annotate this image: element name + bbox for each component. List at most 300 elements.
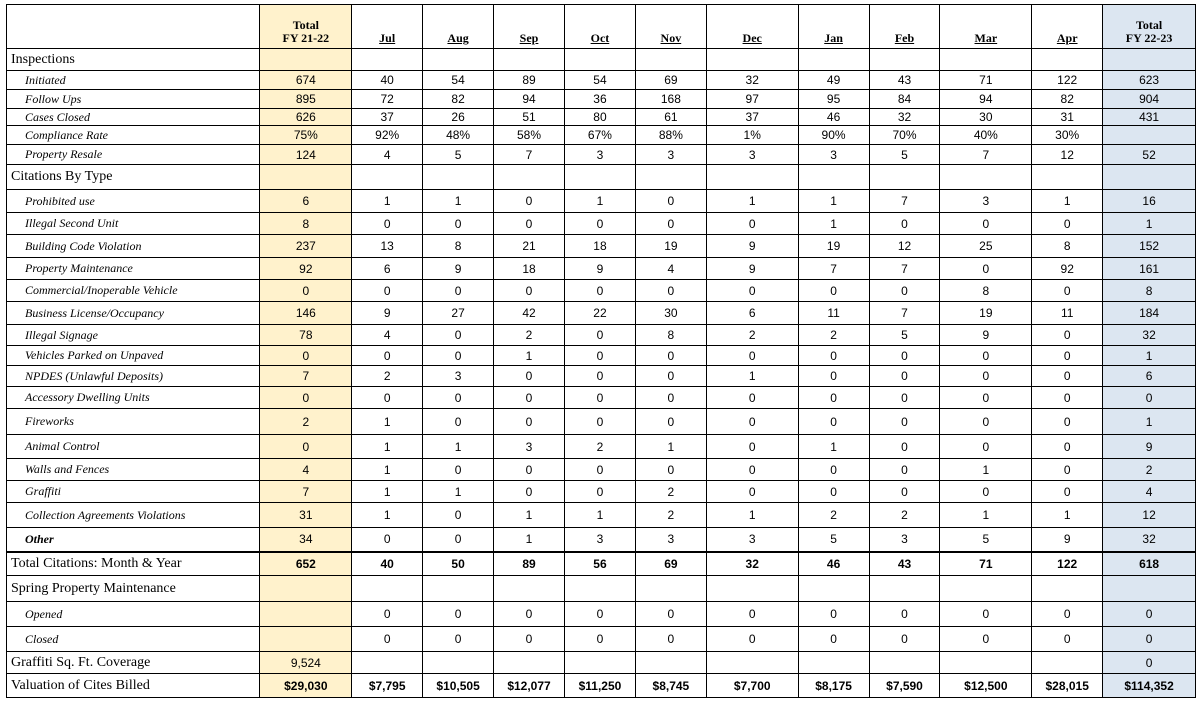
- month-value-cell: [494, 652, 565, 674]
- month-value-cell: 0: [635, 459, 706, 481]
- table-row: [7, 258, 1196, 280]
- month-value-cell: 26: [423, 109, 494, 126]
- month-value-cell: 7: [869, 258, 940, 280]
- month-value-cell: 54: [564, 71, 635, 90]
- month-value-cell: 88%: [635, 126, 706, 145]
- table-row: [7, 576, 1196, 602]
- month-value-cell: 48%: [423, 126, 494, 145]
- total-prev-cell: 7: [260, 366, 352, 387]
- total-curr-cell: 8: [1103, 280, 1196, 302]
- month-value-cell: 0: [798, 481, 869, 503]
- row-label: Closed: [7, 627, 260, 652]
- month-value-cell: 0: [869, 481, 940, 503]
- month-value-cell: 3: [706, 528, 798, 552]
- month-value-cell: [1032, 576, 1103, 602]
- month-value-cell: 1: [494, 346, 565, 366]
- month-value-cell: 0: [423, 346, 494, 366]
- month-value-cell: 0: [635, 387, 706, 409]
- month-value-cell: 1: [494, 528, 565, 552]
- month-value-cell: 58%: [494, 126, 565, 145]
- total-prev-cell: [260, 627, 352, 652]
- row-label: Citations By Type: [7, 165, 260, 190]
- month-value-cell: 1: [423, 435, 494, 459]
- row-label: Property Maintenance: [7, 258, 260, 280]
- month-value-cell: 69: [635, 552, 706, 576]
- month-value-cell: 0: [940, 481, 1032, 503]
- total-curr-cell: 184: [1103, 302, 1196, 325]
- month-value-cell: [798, 165, 869, 190]
- month-value-cell: 0: [798, 280, 869, 302]
- month-value-cell: 18: [564, 235, 635, 258]
- month-value-cell: 54: [423, 71, 494, 90]
- month-value-cell: $7,795: [352, 674, 423, 698]
- month-value-cell: 19: [635, 235, 706, 258]
- month-value-cell: 2: [494, 325, 565, 346]
- month-value-cell: 0: [1032, 325, 1103, 346]
- month-value-cell: [352, 576, 423, 602]
- month-value-cell: 3: [635, 145, 706, 165]
- month-value-cell: [798, 49, 869, 71]
- total-prev-cell: 0: [260, 346, 352, 366]
- month-value-cell: [706, 576, 798, 602]
- month-value-cell: 3: [564, 528, 635, 552]
- total-curr-cell: 618: [1103, 552, 1196, 576]
- total-curr-cell: [1103, 165, 1196, 190]
- month-value-cell: 6: [706, 302, 798, 325]
- month-value-cell: [494, 576, 565, 602]
- month-value-cell: [635, 576, 706, 602]
- total-curr-cell: 6: [1103, 366, 1196, 387]
- month-value-cell: 9: [1032, 528, 1103, 552]
- month-value-cell: 0: [494, 213, 565, 235]
- month-value-cell: 0: [940, 387, 1032, 409]
- row-label: Fireworks: [7, 409, 260, 435]
- row-label: Prohibited use: [7, 190, 260, 213]
- row-label: Opened: [7, 602, 260, 627]
- total-curr-cell: 431: [1103, 109, 1196, 126]
- table-row: [7, 387, 1196, 409]
- month-value-cell: $12,500: [940, 674, 1032, 698]
- month-value-cell: 95: [798, 90, 869, 109]
- month-value-cell: 92%: [352, 126, 423, 145]
- header-total-curr: [1103, 5, 1196, 49]
- header-month: Sep: [494, 5, 565, 49]
- total-curr-cell: [1103, 576, 1196, 602]
- month-value-cell: 0: [706, 435, 798, 459]
- month-value-cell: 0: [1032, 481, 1103, 503]
- month-value-cell: 0: [706, 459, 798, 481]
- month-value-cell: [564, 652, 635, 674]
- month-value-cell: 1: [706, 503, 798, 528]
- month-value-cell: [494, 49, 565, 71]
- month-value-cell: 0: [940, 346, 1032, 366]
- total-prev-cell: 237: [260, 235, 352, 258]
- month-value-cell: 1: [352, 190, 423, 213]
- total-prev-cell: [260, 576, 352, 602]
- header-month: Mar: [940, 5, 1032, 49]
- month-value-cell: 1: [798, 213, 869, 235]
- month-value-cell: 21: [494, 235, 565, 258]
- month-value-cell: 0: [706, 213, 798, 235]
- table-row: [7, 602, 1196, 627]
- month-value-cell: 82: [423, 90, 494, 109]
- month-value-cell: 43: [869, 552, 940, 576]
- month-value-cell: 5: [940, 528, 1032, 552]
- month-value-cell: [423, 652, 494, 674]
- month-value-cell: 7: [869, 190, 940, 213]
- month-value-cell: 2: [798, 503, 869, 528]
- month-value-cell: 0: [564, 387, 635, 409]
- month-value-cell: 1: [352, 503, 423, 528]
- month-value-cell: 3: [564, 145, 635, 165]
- month-value-cell: 12: [869, 235, 940, 258]
- month-value-cell: 5: [798, 528, 869, 552]
- month-value-cell: 0: [564, 213, 635, 235]
- month-value-cell: 94: [494, 90, 565, 109]
- table-row: [7, 552, 1196, 576]
- header-label-cell: [7, 5, 260, 49]
- total-curr-cell: 1: [1103, 213, 1196, 235]
- month-value-cell: 122: [1032, 552, 1103, 576]
- total-curr-cell: 32: [1103, 325, 1196, 346]
- month-value-cell: 46: [798, 109, 869, 126]
- month-value-cell: 0: [1032, 280, 1103, 302]
- row-label: Business License/Occupancy: [7, 302, 260, 325]
- month-value-cell: 0: [869, 280, 940, 302]
- table-row: [7, 145, 1196, 165]
- table-row: [7, 409, 1196, 435]
- row-label: Vehicles Parked on Unpaved: [7, 346, 260, 366]
- month-value-cell: [869, 165, 940, 190]
- month-value-cell: 0: [494, 459, 565, 481]
- month-value-cell: 0: [494, 409, 565, 435]
- month-value-cell: 30: [635, 302, 706, 325]
- month-value-cell: [423, 49, 494, 71]
- total-curr-cell: [1103, 126, 1196, 145]
- month-value-cell: 1: [940, 503, 1032, 528]
- month-value-cell: 25: [940, 235, 1032, 258]
- header-month: Jul: [352, 5, 423, 49]
- total-prev-cell: 895: [260, 90, 352, 109]
- month-value-cell: [940, 576, 1032, 602]
- month-value-cell: [869, 652, 940, 674]
- month-value-cell: 7: [940, 145, 1032, 165]
- month-value-cell: 37: [352, 109, 423, 126]
- month-value-cell: 0: [940, 602, 1032, 627]
- table-row: [7, 71, 1196, 90]
- header-total-prev: [260, 5, 352, 49]
- month-value-cell: 0: [869, 435, 940, 459]
- header-total-prev-line1: Total: [292, 18, 319, 32]
- total-prev-cell: [260, 602, 352, 627]
- month-value-cell: [352, 652, 423, 674]
- month-value-cell: 56: [564, 552, 635, 576]
- month-value-cell: [940, 652, 1032, 674]
- month-value-cell: 0: [706, 481, 798, 503]
- month-value-cell: 0: [1032, 213, 1103, 235]
- month-value-cell: [1032, 49, 1103, 71]
- row-label: Cases Closed: [7, 109, 260, 126]
- month-value-cell: 89: [494, 552, 565, 576]
- month-value-cell: 11: [1032, 302, 1103, 325]
- month-value-cell: 1: [798, 435, 869, 459]
- table-row: [7, 302, 1196, 325]
- month-value-cell: 40: [352, 71, 423, 90]
- month-value-cell: 51: [494, 109, 565, 126]
- month-value-cell: 8: [423, 235, 494, 258]
- table-row: [7, 235, 1196, 258]
- month-value-cell: 0: [798, 387, 869, 409]
- month-value-cell: $7,590: [869, 674, 940, 698]
- month-value-cell: [869, 576, 940, 602]
- total-curr-cell: 0: [1103, 652, 1196, 674]
- month-value-cell: 0: [494, 627, 565, 652]
- month-value-cell: $28,015: [1032, 674, 1103, 698]
- month-value-cell: [494, 165, 565, 190]
- table-row: [7, 652, 1196, 674]
- month-value-cell: 71: [940, 552, 1032, 576]
- month-value-cell: 0: [352, 627, 423, 652]
- month-value-cell: 49: [798, 71, 869, 90]
- month-value-cell: 0: [798, 627, 869, 652]
- month-value-cell: 3: [798, 145, 869, 165]
- table-row: [7, 165, 1196, 190]
- month-value-cell: 80: [564, 109, 635, 126]
- month-value-cell: 0: [494, 481, 565, 503]
- row-label: Initiated: [7, 71, 260, 90]
- month-value-cell: 1: [352, 481, 423, 503]
- total-prev-cell: [260, 49, 352, 71]
- row-label: Spring Property Maintenance: [7, 576, 260, 602]
- total-curr-cell: 152: [1103, 235, 1196, 258]
- month-value-cell: [635, 49, 706, 71]
- month-value-cell: 0: [635, 213, 706, 235]
- month-value-cell: 18: [494, 258, 565, 280]
- month-value-cell: 1: [798, 190, 869, 213]
- month-value-cell: 0: [869, 213, 940, 235]
- month-value-cell: 0: [940, 213, 1032, 235]
- month-value-cell: 0: [706, 409, 798, 435]
- month-value-cell: 3: [494, 435, 565, 459]
- row-label: Illegal Signage: [7, 325, 260, 346]
- total-prev-cell: 0: [260, 387, 352, 409]
- month-value-cell: 0: [564, 409, 635, 435]
- month-value-cell: [352, 49, 423, 71]
- month-value-cell: 0: [423, 602, 494, 627]
- row-label: Compliance Rate: [7, 126, 260, 145]
- header-month: Jan: [798, 5, 869, 49]
- month-value-cell: 9: [706, 258, 798, 280]
- table-row: [7, 627, 1196, 652]
- month-value-cell: 0: [423, 409, 494, 435]
- month-value-cell: [706, 652, 798, 674]
- row-label: Animal Control: [7, 435, 260, 459]
- table-row: [7, 481, 1196, 503]
- month-value-cell: 0: [1032, 602, 1103, 627]
- month-value-cell: 0: [798, 346, 869, 366]
- total-curr-cell: 0: [1103, 602, 1196, 627]
- month-value-cell: 0: [352, 346, 423, 366]
- month-value-cell: 1%: [706, 126, 798, 145]
- month-value-cell: 19: [940, 302, 1032, 325]
- month-value-cell: 122: [1032, 71, 1103, 90]
- table-row: [7, 325, 1196, 346]
- month-value-cell: 0: [494, 602, 565, 627]
- month-value-cell: 2: [869, 503, 940, 528]
- month-value-cell: 8: [940, 280, 1032, 302]
- month-value-cell: 0: [423, 528, 494, 552]
- month-value-cell: $11,250: [564, 674, 635, 698]
- total-prev-cell: 124: [260, 145, 352, 165]
- month-value-cell: 1: [706, 190, 798, 213]
- total-prev-cell: 674: [260, 71, 352, 90]
- month-value-cell: 5: [869, 145, 940, 165]
- total-prev-cell: $29,030: [260, 674, 352, 698]
- month-value-cell: $7,700: [706, 674, 798, 698]
- month-value-cell: 7: [798, 258, 869, 280]
- month-value-cell: 4: [635, 258, 706, 280]
- month-value-cell: 31: [1032, 109, 1103, 126]
- header-month: Feb: [869, 5, 940, 49]
- month-value-cell: [798, 576, 869, 602]
- row-label: Valuation of Cites Billed: [7, 674, 260, 698]
- table-row: [7, 280, 1196, 302]
- month-value-cell: 0: [635, 602, 706, 627]
- month-value-cell: 4: [352, 145, 423, 165]
- header-month: Apr: [1032, 5, 1103, 49]
- month-value-cell: 0: [352, 213, 423, 235]
- month-value-cell: 6: [352, 258, 423, 280]
- month-value-cell: 0: [352, 387, 423, 409]
- month-value-cell: 30: [940, 109, 1032, 126]
- row-label: Graffiti Sq. Ft. Coverage: [7, 652, 260, 674]
- month-value-cell: 1: [352, 459, 423, 481]
- month-value-cell: 0: [423, 459, 494, 481]
- table-row: [7, 90, 1196, 109]
- total-curr-cell: [1103, 49, 1196, 71]
- total-prev-cell: 34: [260, 528, 352, 552]
- month-value-cell: 0: [494, 190, 565, 213]
- month-value-cell: 0: [635, 190, 706, 213]
- month-value-cell: 32: [706, 71, 798, 90]
- month-value-cell: 32: [706, 552, 798, 576]
- month-value-cell: 0: [635, 280, 706, 302]
- month-value-cell: 0: [564, 366, 635, 387]
- month-value-cell: 7: [494, 145, 565, 165]
- month-value-cell: 1: [1032, 190, 1103, 213]
- month-value-cell: 1: [940, 459, 1032, 481]
- total-curr-cell: 1: [1103, 409, 1196, 435]
- month-value-cell: 3: [940, 190, 1032, 213]
- month-value-cell: 0: [706, 346, 798, 366]
- header-total-curr-line2: FY 22-23: [1125, 31, 1173, 45]
- total-prev-cell: 9,524: [260, 652, 352, 674]
- row-label: Collection Agreements Violations: [7, 503, 260, 528]
- month-value-cell: 0: [706, 280, 798, 302]
- month-value-cell: 0: [423, 280, 494, 302]
- table-row: [7, 528, 1196, 552]
- row-label: NPDES (Unlawful Deposits): [7, 366, 260, 387]
- month-value-cell: [940, 49, 1032, 71]
- month-value-cell: 0: [564, 481, 635, 503]
- month-value-cell: 0: [1032, 627, 1103, 652]
- month-value-cell: [798, 652, 869, 674]
- month-value-cell: [564, 576, 635, 602]
- table-row: [7, 190, 1196, 213]
- month-value-cell: [1032, 165, 1103, 190]
- total-curr-cell: 0: [1103, 387, 1196, 409]
- total-prev-cell: 78: [260, 325, 352, 346]
- month-value-cell: 168: [635, 90, 706, 109]
- month-value-cell: 27: [423, 302, 494, 325]
- table-row: [7, 503, 1196, 528]
- row-label: Commercial/Inoperable Vehicle: [7, 280, 260, 302]
- month-value-cell: 1: [423, 481, 494, 503]
- row-label: Building Code Violation: [7, 235, 260, 258]
- month-value-cell: 0: [940, 258, 1032, 280]
- total-curr-cell: 12: [1103, 503, 1196, 528]
- month-value-cell: 71: [940, 71, 1032, 90]
- month-value-cell: 0: [1032, 346, 1103, 366]
- total-prev-cell: 0: [260, 435, 352, 459]
- total-prev-cell: 626: [260, 109, 352, 126]
- month-value-cell: 40: [352, 552, 423, 576]
- month-value-cell: 97: [706, 90, 798, 109]
- total-prev-cell: 31: [260, 503, 352, 528]
- month-value-cell: 0: [352, 280, 423, 302]
- header-month: Oct: [564, 5, 635, 49]
- total-curr-cell: 161: [1103, 258, 1196, 280]
- month-value-cell: 9: [564, 258, 635, 280]
- month-value-cell: 0: [1032, 409, 1103, 435]
- month-value-cell: [564, 165, 635, 190]
- month-value-cell: 9: [423, 258, 494, 280]
- month-value-cell: 1: [635, 435, 706, 459]
- table-row: [7, 435, 1196, 459]
- month-value-cell: 3: [635, 528, 706, 552]
- month-value-cell: 0: [706, 387, 798, 409]
- month-value-cell: 0: [940, 627, 1032, 652]
- header-row: [7, 5, 1196, 49]
- table-row: [7, 459, 1196, 481]
- month-value-cell: [635, 165, 706, 190]
- month-value-cell: 8: [635, 325, 706, 346]
- month-value-cell: 0: [940, 409, 1032, 435]
- month-value-cell: 46: [798, 552, 869, 576]
- month-value-cell: 1: [564, 190, 635, 213]
- total-curr-cell: 623: [1103, 71, 1196, 90]
- month-value-cell: 0: [706, 627, 798, 652]
- month-value-cell: 32: [869, 109, 940, 126]
- row-label: Total Citations: Month & Year: [7, 552, 260, 576]
- row-label: Illegal Second Unit: [7, 213, 260, 235]
- month-value-cell: 0: [564, 459, 635, 481]
- month-value-cell: 1: [352, 409, 423, 435]
- month-value-cell: 3: [706, 145, 798, 165]
- month-value-cell: 50: [423, 552, 494, 576]
- month-value-cell: 69: [635, 71, 706, 90]
- month-value-cell: 0: [940, 435, 1032, 459]
- row-label: Walls and Fences: [7, 459, 260, 481]
- month-value-cell: 43: [869, 71, 940, 90]
- month-value-cell: 9: [940, 325, 1032, 346]
- total-prev-cell: 2: [260, 409, 352, 435]
- row-label: Inspections: [7, 49, 260, 71]
- month-value-cell: 92: [1032, 258, 1103, 280]
- month-value-cell: 0: [1032, 459, 1103, 481]
- month-value-cell: 2: [564, 435, 635, 459]
- month-value-cell: 2: [635, 503, 706, 528]
